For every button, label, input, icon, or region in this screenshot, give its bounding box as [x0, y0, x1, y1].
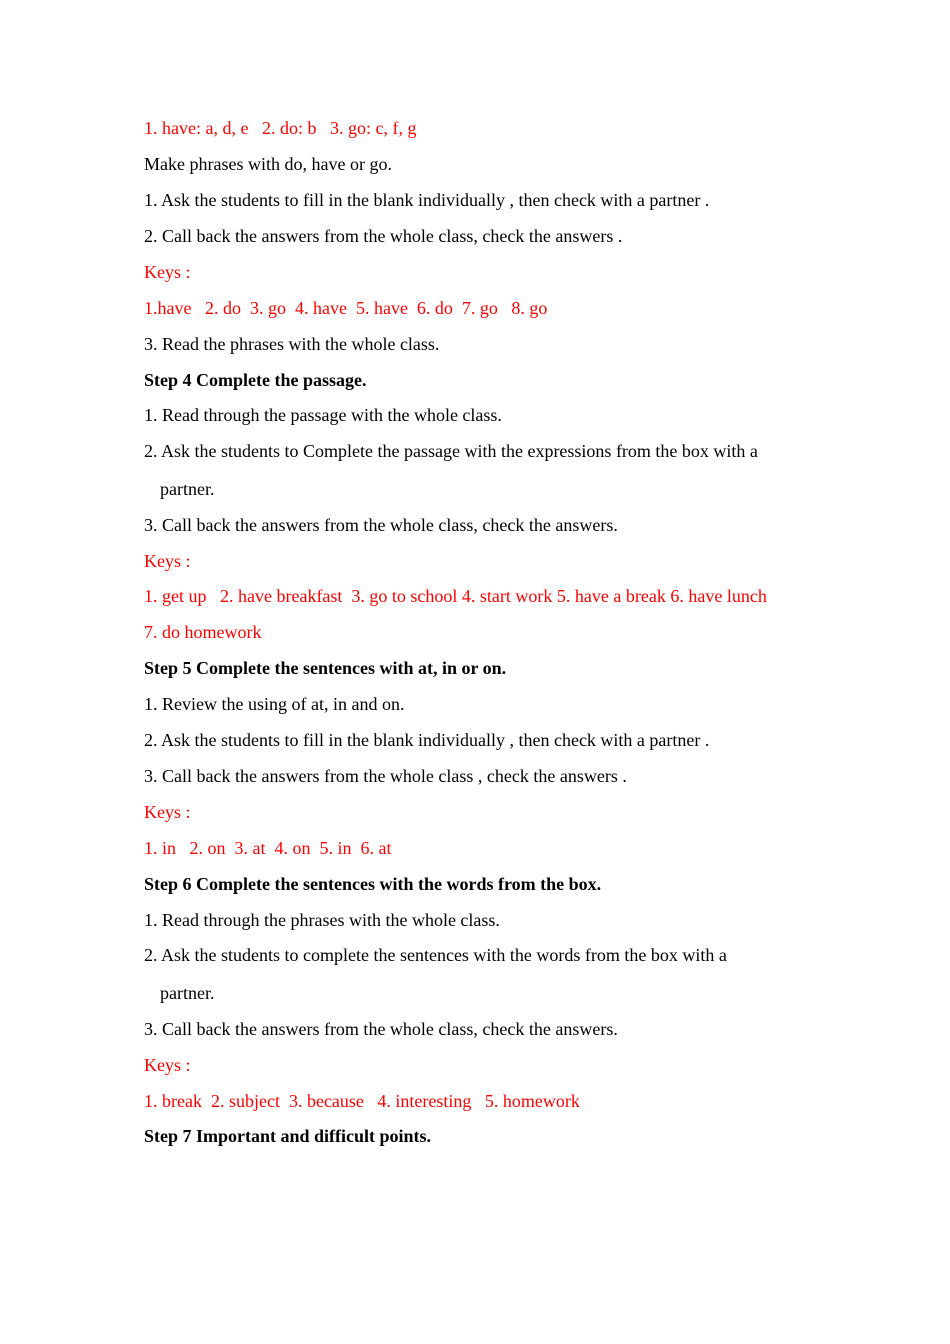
step-heading: Step 7 Important and difficult points.: [144, 1126, 432, 1146]
keys-label: Keys :: [144, 1055, 191, 1075]
instruction-line: 1. Read through the passage with the whole class.: [144, 405, 502, 425]
answer-key-line: 1.have 2. do 3. go 4. have 5. have 6. do 7. go 8. go: [144, 298, 548, 318]
instruction-line: 2. Ask the students to complete the sentences with the words from the box with a: [144, 945, 727, 965]
answer-key-line: 1. get up 2. have breakfast 3. go to school 4. start work 5. have a break 6. have lunch: [144, 586, 767, 606]
instruction-line: 2. Call back the answers from the whole class, check the answers .: [144, 226, 623, 246]
instruction-line: 3. Call back the answers from the whole class , check the answers .: [144, 766, 627, 786]
instruction-line: 1. Ask the students to fill in the blank individually , then check with a partner .: [144, 190, 710, 210]
instruction-line: 3. Call back the answers from the whole class, check the answers.: [144, 1019, 618, 1039]
instruction-line: 1. Review the using of at, in and on.: [144, 694, 405, 714]
step-heading: Step 6 Complete the sentences with the words from the box.: [144, 874, 602, 894]
keys-label: Keys :: [144, 262, 191, 282]
keys-label: Keys :: [144, 802, 191, 822]
answer-key-line: 1. break 2. subject 3. because 4. interesting 5. homework: [144, 1091, 580, 1111]
instruction-line: 1. Read through the phrases with the whole class.: [144, 910, 500, 930]
step-heading: Step 4 Complete the passage.: [144, 370, 367, 390]
step-heading: Step 5 Complete the sentences with at, in or on.: [144, 658, 507, 678]
answer-key-line: 7. do homework: [144, 622, 262, 642]
instruction-line-continued: partner.: [160, 983, 215, 1003]
instruction-line: 3. Call back the answers from the whole class, check the answers.: [144, 515, 618, 535]
instruction-line-continued: partner.: [160, 479, 215, 499]
keys-label: Keys :: [144, 551, 191, 571]
answer-key-line: 1. in 2. on 3. at 4. on 5. in 6. at: [144, 838, 392, 858]
instruction-line: 2. Ask the students to fill in the blank individually , then check with a partner .: [144, 730, 710, 750]
instruction-line: 3. Read the phrases with the whole class.: [144, 334, 440, 354]
instruction-line: 2. Ask the students to Complete the passage with the expressions from the box with a: [144, 441, 758, 461]
answer-key-line: 1. have: a, d, e 2. do: b 3. go: c, f, g: [144, 118, 417, 138]
instruction-heading: Make phrases with do, have or go.: [144, 154, 392, 174]
